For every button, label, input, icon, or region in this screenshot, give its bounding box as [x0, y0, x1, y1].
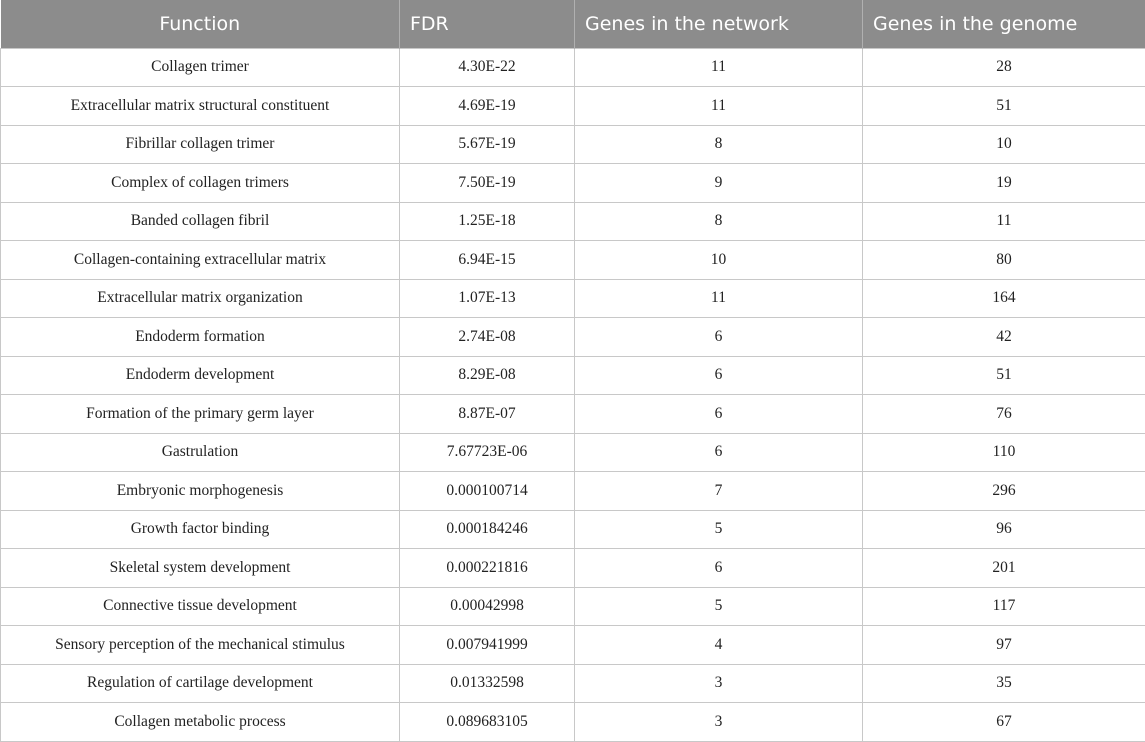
cell-function: Gastrulation — [1, 433, 400, 472]
cell-genes-in-genome: 76 — [863, 395, 1145, 434]
header-genes-in-network: Genes in the network — [575, 0, 863, 48]
table-row — [1, 587, 1145, 626]
cell-genes-in-network: 3 — [575, 664, 863, 703]
table-row — [1, 48, 1145, 87]
cell-function: Connective tissue development — [1, 587, 400, 626]
table-row — [1, 241, 1145, 280]
header-function: Function — [1, 0, 400, 48]
cell-function: Extracellular matrix organization — [1, 279, 400, 318]
cell-function: Endoderm formation — [1, 318, 400, 357]
cell-genes-in-genome: 10 — [863, 125, 1145, 164]
cell-genes-in-network: 6 — [575, 549, 863, 588]
table-row — [1, 356, 1145, 395]
cell-genes-in-genome: 80 — [863, 241, 1145, 280]
cell-genes-in-network: 6 — [575, 395, 863, 434]
cell-genes-in-network: 8 — [575, 125, 863, 164]
cell-function: Collagen trimer — [1, 48, 400, 87]
cell-genes-in-network: 6 — [575, 318, 863, 357]
cell-function: Collagen-containing extracellular matrix — [1, 241, 400, 280]
cell-function: Embryonic morphogenesis — [1, 472, 400, 511]
cell-fdr: 0.089683105 — [400, 703, 575, 742]
header-row — [1, 0, 1145, 48]
header-genes-in-genome: Genes in the genome — [863, 0, 1145, 48]
cell-genes-in-genome: 28 — [863, 48, 1145, 87]
cell-genes-in-genome: 117 — [863, 587, 1145, 626]
table-row — [1, 202, 1145, 241]
cell-fdr: 0.007941999 — [400, 626, 575, 665]
cell-genes-in-network: 9 — [575, 164, 863, 203]
cell-genes-in-genome: 51 — [863, 87, 1145, 126]
cell-genes-in-network: 8 — [575, 202, 863, 241]
cell-function: Fibrillar collagen trimer — [1, 125, 400, 164]
header-fdr: FDR — [400, 0, 575, 48]
cell-genes-in-genome: 42 — [863, 318, 1145, 357]
cell-fdr: 6.94E-15 — [400, 241, 575, 280]
cell-genes-in-genome: 19 — [863, 164, 1145, 203]
table-row — [1, 472, 1145, 511]
cell-genes-in-genome: 201 — [863, 549, 1145, 588]
table-row — [1, 125, 1145, 164]
table-row — [1, 87, 1145, 126]
cell-function: Collagen metabolic process — [1, 703, 400, 742]
cell-fdr: 5.67E-19 — [400, 125, 575, 164]
table-row — [1, 433, 1145, 472]
cell-genes-in-genome: 11 — [863, 202, 1145, 241]
cell-function: Skeletal system development — [1, 549, 400, 588]
cell-fdr: 0.000221816 — [400, 549, 575, 588]
cell-genes-in-network: 3 — [575, 703, 863, 742]
cell-fdr: 4.30E-22 — [400, 48, 575, 87]
cell-fdr: 7.50E-19 — [400, 164, 575, 203]
table-row — [1, 626, 1145, 665]
cell-function: Regulation of cartilage development — [1, 664, 400, 703]
cell-function: Banded collagen fibril — [1, 202, 400, 241]
table-row — [1, 395, 1145, 434]
cell-function: Sensory perception of the mechanical stimulus — [1, 626, 400, 665]
table-row — [1, 164, 1145, 203]
table-row — [1, 318, 1145, 357]
cell-genes-in-network: 6 — [575, 433, 863, 472]
cell-genes-in-network: 11 — [575, 279, 863, 318]
cell-function: Extracellular matrix structural constituent — [1, 87, 400, 126]
cell-genes-in-network: 6 — [575, 356, 863, 395]
cell-genes-in-genome: 296 — [863, 472, 1145, 511]
cell-genes-in-genome: 51 — [863, 356, 1145, 395]
cell-genes-in-genome: 97 — [863, 626, 1145, 665]
cell-genes-in-network: 11 — [575, 48, 863, 87]
cell-genes-in-genome: 96 — [863, 510, 1145, 549]
table-row — [1, 549, 1145, 588]
table-header — [1, 0, 1145, 48]
cell-genes-in-network: 4 — [575, 626, 863, 665]
table-row — [1, 279, 1145, 318]
cell-function: Complex of collagen trimers — [1, 164, 400, 203]
cell-function: Growth factor binding — [1, 510, 400, 549]
cell-function: Formation of the primary germ layer — [1, 395, 400, 434]
cell-genes-in-network: 5 — [575, 587, 863, 626]
cell-fdr: 8.87E-07 — [400, 395, 575, 434]
table-row — [1, 664, 1145, 703]
table-row — [1, 510, 1145, 549]
cell-genes-in-network: 11 — [575, 87, 863, 126]
cell-function: Endoderm development — [1, 356, 400, 395]
cell-genes-in-genome: 67 — [863, 703, 1145, 742]
table-row — [1, 703, 1145, 742]
cell-fdr: 0.000100714 — [400, 472, 575, 511]
cell-genes-in-network: 10 — [575, 241, 863, 280]
cell-genes-in-network: 5 — [575, 510, 863, 549]
cell-genes-in-genome: 164 — [863, 279, 1145, 318]
cell-fdr: 0.000184246 — [400, 510, 575, 549]
cell-genes-in-genome: 35 — [863, 664, 1145, 703]
cell-fdr: 2.74E-08 — [400, 318, 575, 357]
cell-fdr: 8.29E-08 — [400, 356, 575, 395]
cell-fdr: 1.25E-18 — [400, 202, 575, 241]
cell-fdr: 0.01332598 — [400, 664, 575, 703]
cell-fdr: 4.69E-19 — [400, 87, 575, 126]
cell-fdr: 0.00042998 — [400, 587, 575, 626]
cell-fdr: 7.67723E-06 — [400, 433, 575, 472]
cell-fdr: 1.07E-13 — [400, 279, 575, 318]
cell-genes-in-genome: 110 — [863, 433, 1145, 472]
table-body — [1, 48, 1145, 741]
cell-genes-in-network: 7 — [575, 472, 863, 511]
